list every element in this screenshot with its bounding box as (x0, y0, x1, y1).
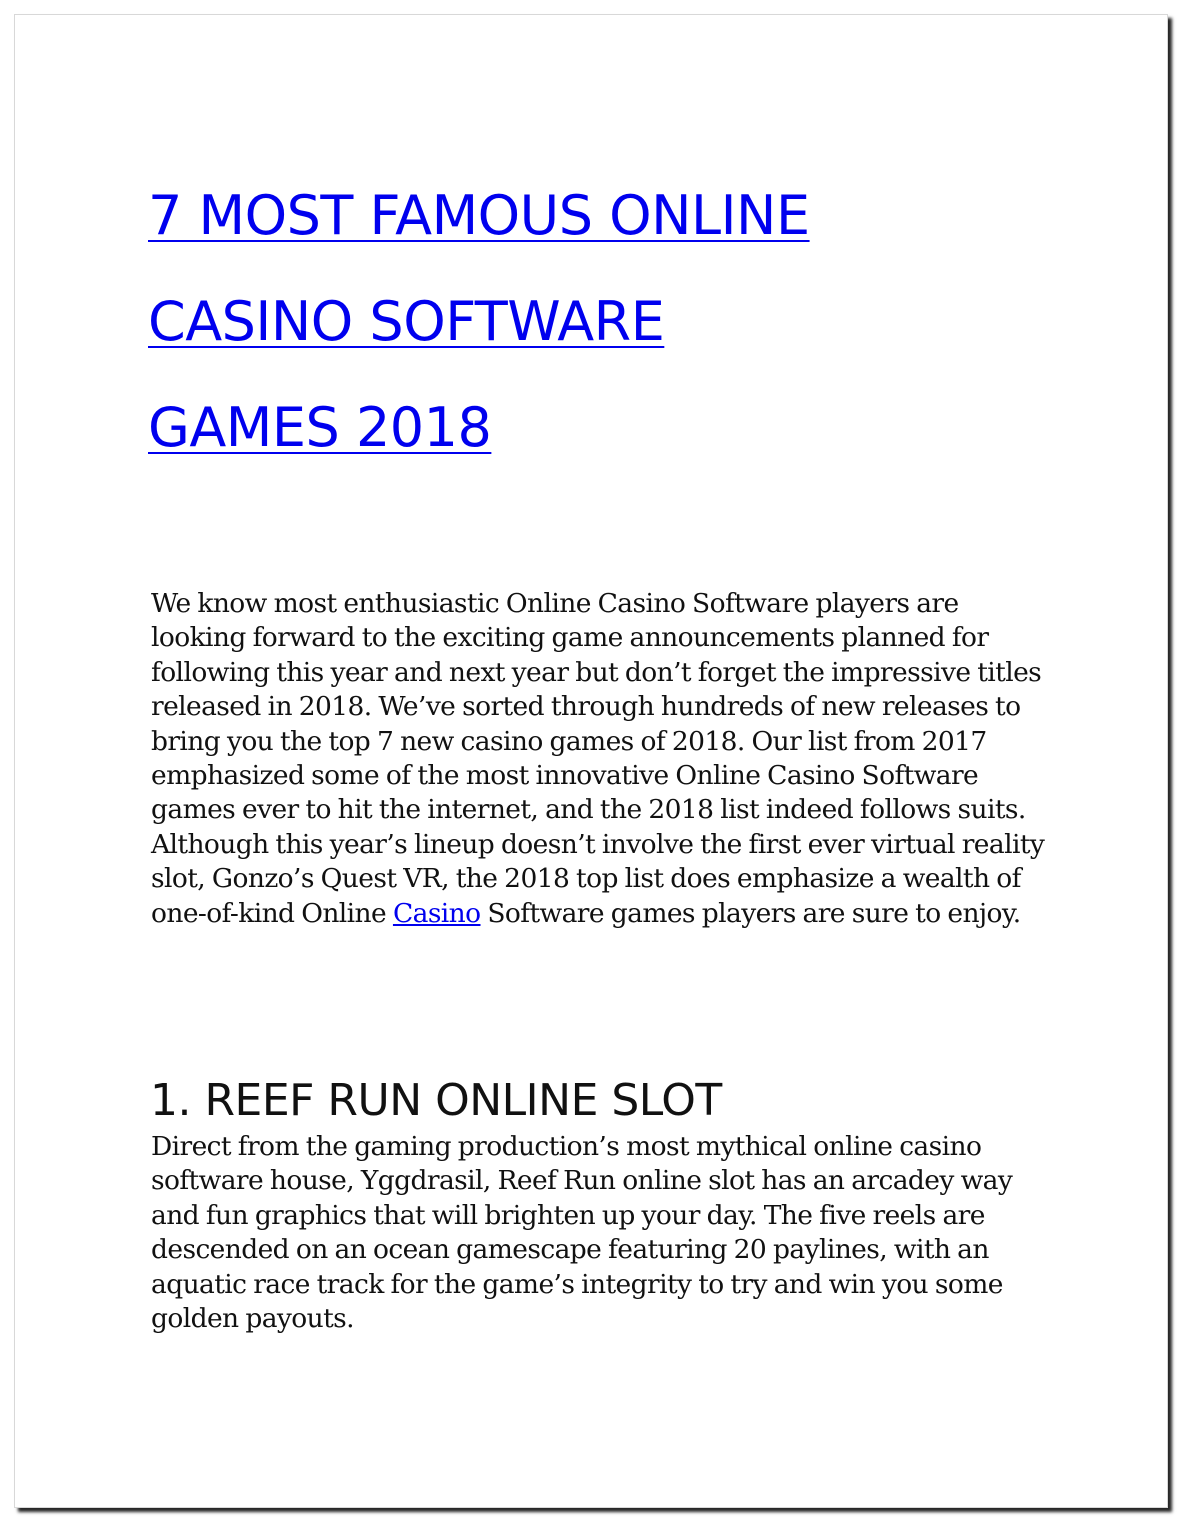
section-1-heading: 1. REEF RUN ONLINE SLOT (150, 1075, 722, 1126)
casino-link[interactable]: Casino (392, 897, 481, 929)
title-link-line-1[interactable]: 7 MOST FAMOUS ONLINE (148, 184, 810, 247)
page-title (148, 163, 1048, 481)
title-link-line-3[interactable]: GAMES 2018 (148, 396, 492, 459)
intro-text-after-link: Software games players are sure to enjoy. (480, 897, 1021, 929)
section-1-paragraph: Direct from the gaming production’s most mythical online casino software house, Yggdrasil, Reef Run online slot has an arcadey way and fun graphics that will brighten up your day. The five reels are descended on an ocean gamescape featuring 20 paylines, with an aquatic race track for the game’s integrity to try and win you some golden payouts. (151, 1131, 1013, 1335)
document-page (14, 14, 1168, 1508)
intro-paragraph (151, 587, 1051, 931)
intro-text-before-link: We know most enthusiastic Online Casino Software players are looking forward to the exciting game announcements planned for following this year and next year but don’t forget the impressive titles released in 2018. We’ve sorted through hundreds of new releases to bring you the top 7 new casino games of 2018. Our list from 2017 emphasized some of the most innovative Online Casino Software games ever to hit the internet, and the 2018 list indeed follows suits. Although this year’s lineup doesn’t involve the first ever virtual reality slot, Gonzo’s Quest VR, the 2018 top list does emphasize a wealth of one-of-kind Online (151, 588, 1045, 929)
title-link-line-2[interactable]: CASINO SOFTWARE (148, 290, 665, 353)
